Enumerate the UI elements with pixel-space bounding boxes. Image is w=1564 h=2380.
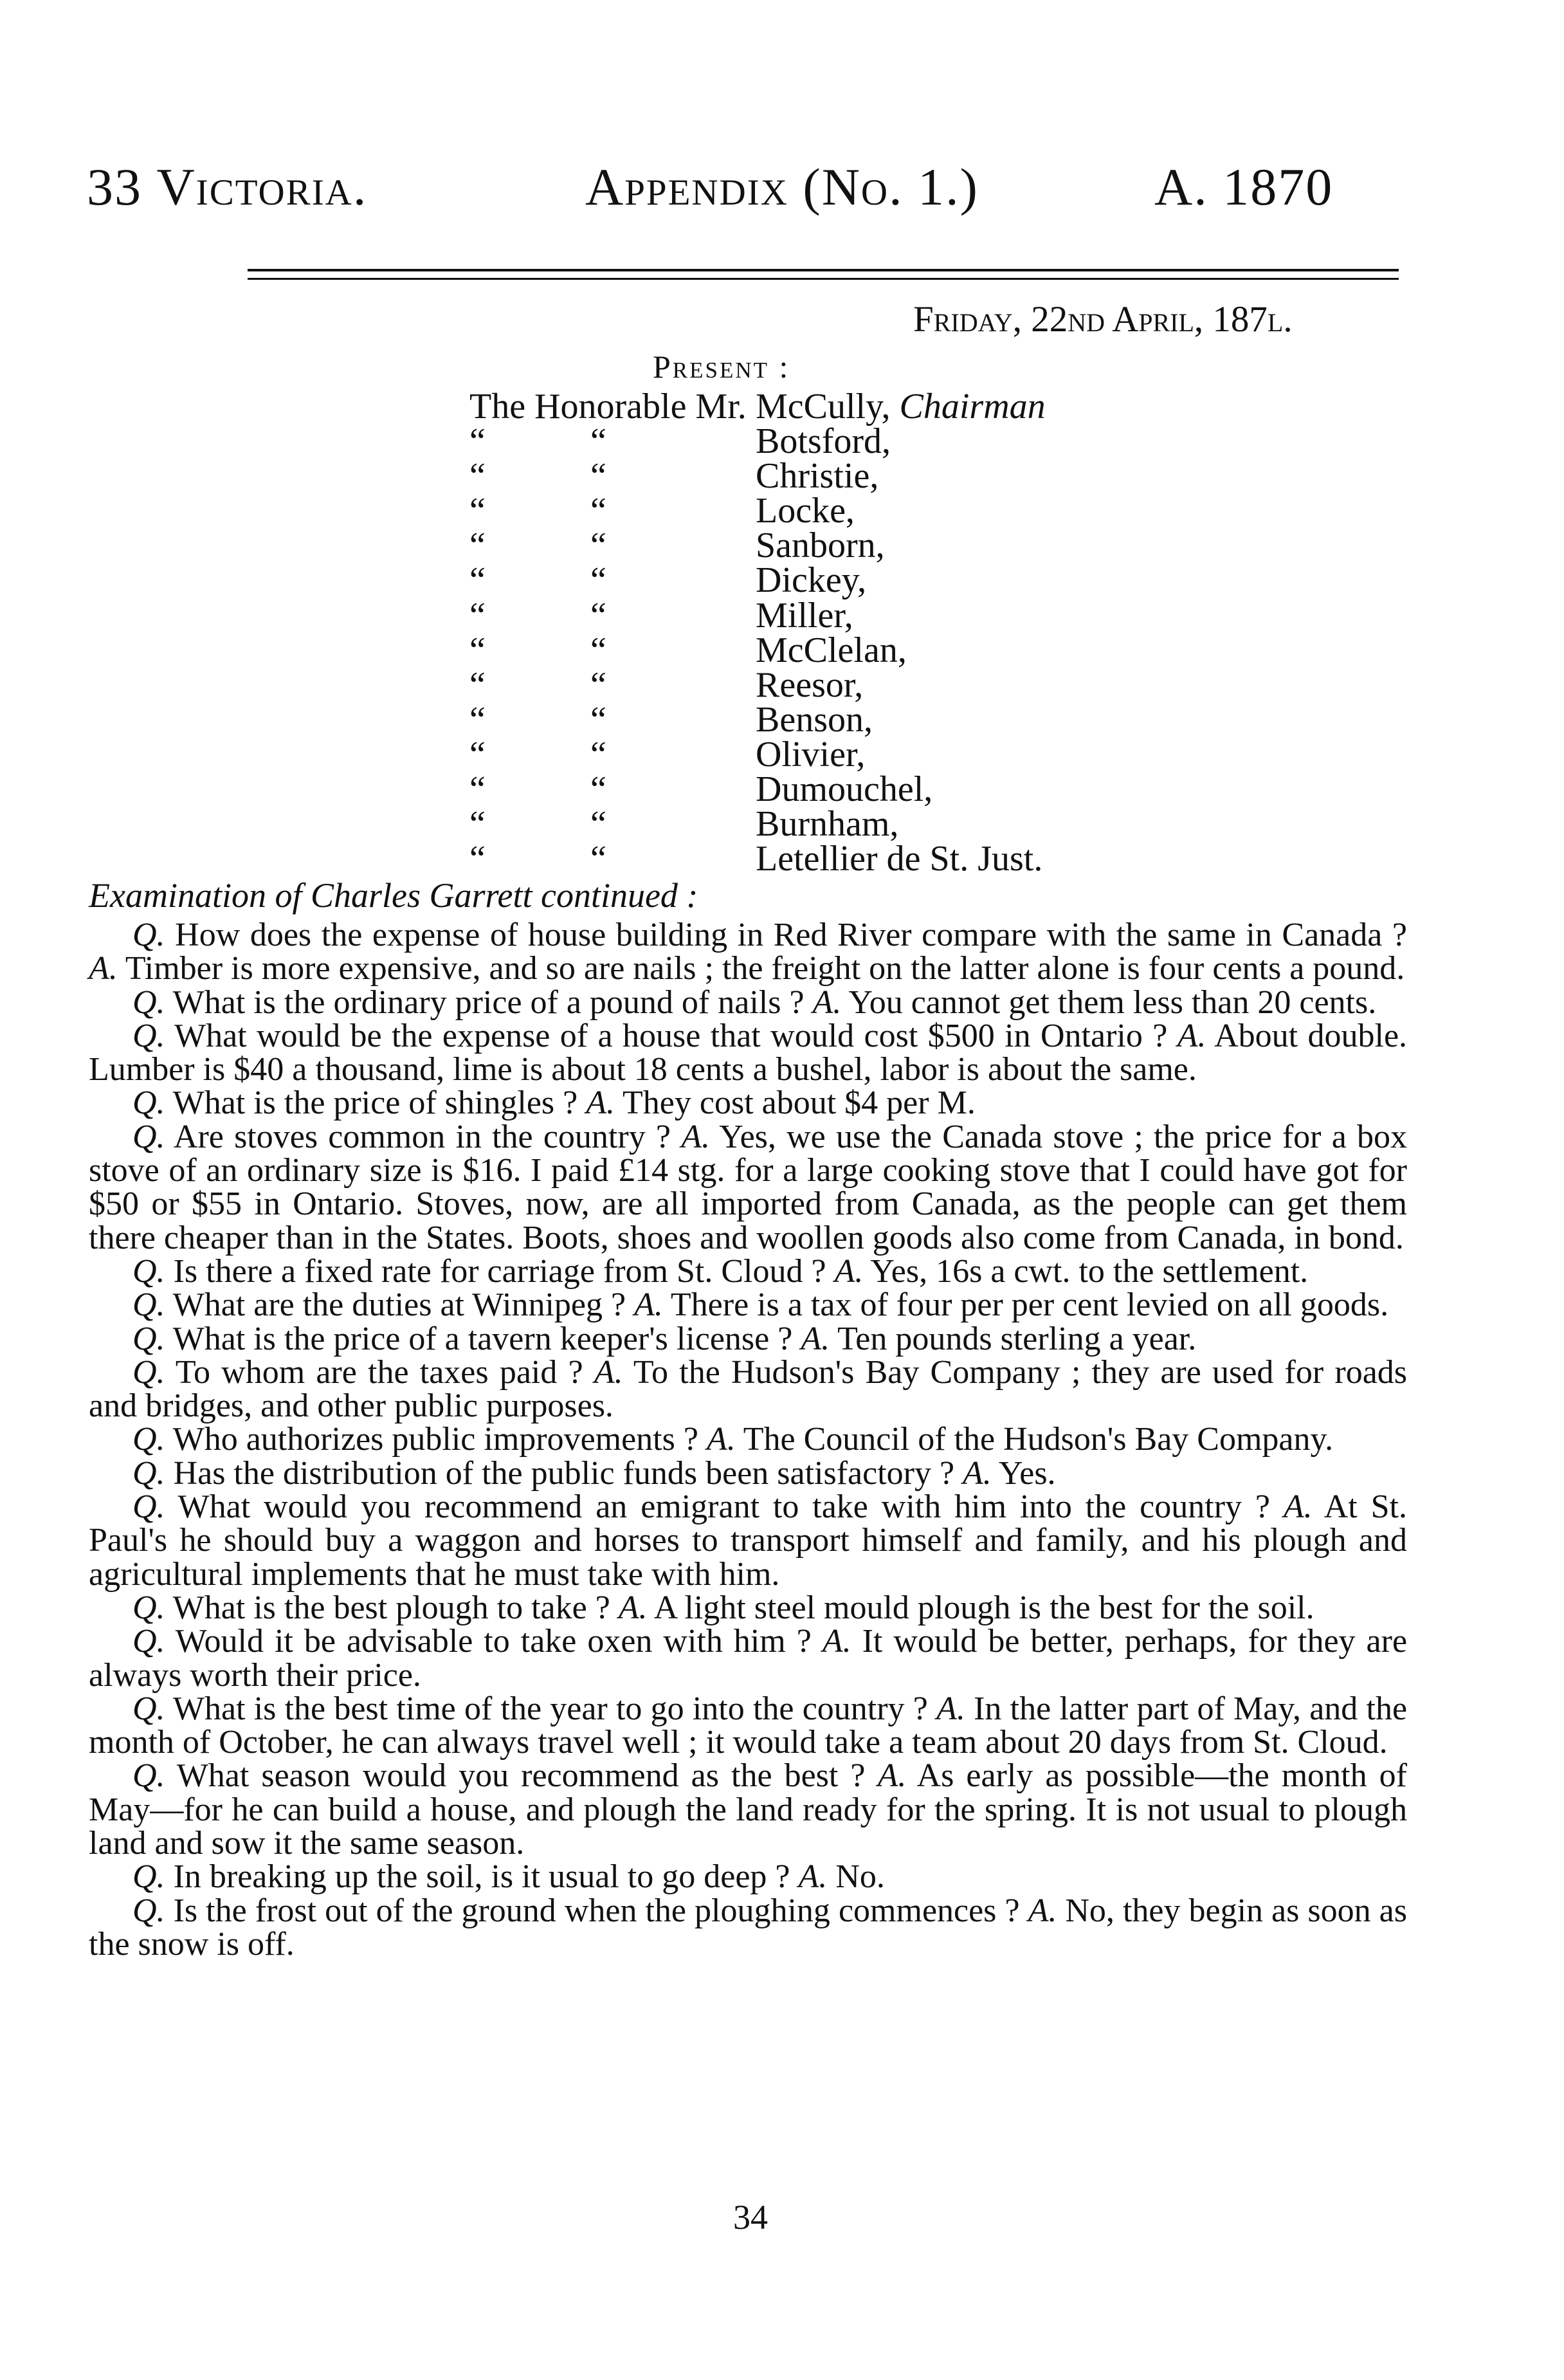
member-name — [756, 491, 855, 531]
member-name — [756, 595, 853, 636]
answer-label: A. — [706, 1421, 736, 1458]
ditto-mark: “ — [590, 526, 606, 566]
member-name-text: Dumouchel, — [756, 769, 933, 810]
question-label: Q. — [132, 1017, 165, 1054]
running-header-right: A. 1870 — [1154, 158, 1334, 216]
member-name — [756, 699, 873, 740]
qa-paragraph — [89, 1625, 1407, 1692]
question-text: What would you recommend an emigrant to take with him into the country ? — [177, 1488, 1270, 1526]
answer-label: A. — [594, 1353, 623, 1391]
member-name — [756, 389, 1046, 424]
answer-label: A. — [936, 1690, 965, 1727]
question-answer-section — [89, 919, 1407, 1961]
qa-paragraph — [89, 1860, 1407, 1894]
question-label: Q. — [132, 1623, 165, 1660]
member-name-text: Botsford, — [756, 421, 891, 462]
answer-text: At St. Paul's he should buy a waggon and horses to transport himself and family, and his plough and agricultural implements that he must take with him. — [89, 1488, 1407, 1593]
answer-label: A. — [798, 1858, 828, 1896]
question-label: Q. — [132, 1589, 165, 1626]
answer-label: A. — [1028, 1892, 1057, 1929]
answer-text: Yes, 16s a cwt. to the settlement. — [870, 1252, 1309, 1290]
member-prefix: “ — [469, 526, 486, 566]
question-text: Has the distribution of the public funds been satisfactory ? — [173, 1454, 955, 1492]
member-prefix: “ — [469, 734, 486, 774]
running-header-left — [87, 158, 368, 216]
question-label: Q. — [132, 1353, 165, 1391]
answer-text: Yes. — [998, 1454, 1056, 1492]
member-name-text: Letellier de St. Just. — [756, 839, 1043, 879]
question-text: What is the price of a tavern keeper's license ? — [172, 1320, 793, 1357]
answer-text: As early as possible—the month of May—for he can build a house, and plough the land ready for the spring. It is not usual to plough land and sow it the same season. — [89, 1757, 1407, 1862]
qa-paragraph — [89, 1423, 1407, 1456]
question-text: What would be the expense of a house that would cost $500 in Ontario ? — [174, 1017, 1168, 1054]
qa-paragraph — [89, 1591, 1407, 1625]
question-label: Q. — [132, 1320, 165, 1357]
ditto-mark: “ — [590, 769, 606, 810]
answer-label: A. — [834, 1252, 864, 1290]
session-number: 33 — [87, 158, 142, 216]
answer-text: Ten pounds sterling a year. — [837, 1320, 1197, 1357]
member-prefix: “ — [469, 421, 486, 462]
question-label: Q. — [132, 1252, 165, 1290]
ditto-mark: “ — [590, 839, 606, 879]
question-label: Q. — [132, 1892, 165, 1929]
answer-label: A. — [618, 1589, 648, 1626]
question-label: Q. — [132, 984, 165, 1021]
session-name: Victoria. — [156, 158, 368, 216]
member-name — [756, 804, 899, 845]
question-text: Is there a fixed rate for carriage from St. Cloud ? — [173, 1252, 826, 1290]
ditto-mark: “ — [590, 560, 606, 601]
member-prefix: “ — [469, 664, 486, 705]
member-prefix: “ — [469, 839, 486, 879]
ditto-mark: “ — [590, 456, 606, 497]
member-name-text: Christie, — [756, 456, 879, 497]
header-rule-top — [248, 269, 1399, 271]
question-label: Q. — [132, 1757, 165, 1795]
qa-paragraph — [89, 1692, 1407, 1760]
question-text: What are the duties at Winnipeg ? — [172, 1286, 626, 1324]
member-prefix: “ — [469, 769, 486, 810]
member-name — [756, 664, 864, 705]
qa-paragraph — [89, 1353, 1408, 1425]
member-name-text: Burnham, — [756, 804, 899, 845]
member-name-text: Olivier, — [756, 734, 866, 774]
ditto-mark: “ — [590, 664, 606, 705]
answer-label: A. — [812, 984, 842, 1021]
member-name-text: Benson, — [756, 699, 873, 740]
present-label: Present : — [653, 349, 790, 385]
answer-label: A. — [822, 1623, 851, 1660]
answer-label: A. — [963, 1454, 992, 1492]
question-text: What is the best plough to take ? — [172, 1589, 610, 1626]
qa-paragraph — [89, 1017, 1408, 1088]
ditto-mark: “ — [590, 595, 606, 636]
qa-paragraph — [89, 1118, 1407, 1256]
qa-paragraph — [89, 1320, 1407, 1357]
answer-text: You cannot get them less than 20 cents. — [848, 984, 1377, 1021]
question-label: Q. — [132, 1690, 165, 1727]
answer-text: A light steel mould plough is the best for the soil. — [653, 1589, 1314, 1626]
member-name — [756, 456, 879, 497]
answer-label: A. — [681, 1118, 710, 1155]
member-prefix: “ — [469, 804, 486, 845]
member-name-text: Dickey, — [756, 560, 867, 601]
question-text: What is the price of shingles ? — [172, 1085, 578, 1122]
member-prefix: “ — [469, 456, 486, 497]
qa-paragraph — [89, 1086, 1407, 1120]
question-text: How does the expense of house building in Red River compare with the same in Canada ? — [175, 917, 1407, 953]
member-name — [756, 734, 866, 774]
examination-title: Examination of Charles Garrett continued : — [89, 876, 698, 915]
qa-paragraph — [89, 1288, 1407, 1322]
qa-paragraph — [89, 1252, 1407, 1290]
member-prefix: “ — [469, 560, 486, 601]
answer-text: No. — [835, 1858, 885, 1896]
question-text: Are stoves common in the country ? — [173, 1118, 671, 1155]
question-text: What is the best time of the year to go into the country ? — [172, 1690, 928, 1727]
question-text: Would it be advisable to take oxen with him ? — [175, 1623, 812, 1660]
member-name — [756, 421, 891, 462]
answer-text: To the Hudson's Bay Company ; they are used for roads and bridges, and other public purposes. — [89, 1353, 1408, 1425]
member-prefix: “ — [469, 595, 486, 636]
answer-text: Yes, we use the Canada stove ; the price for a box stove of an ordinary size is $16. I paid £14 stg. for a large cooking stove that I could have got for $50 or $55 in Ontario. Stoves, now, are all imported from Canada, as the people can get them there cheaper than in the States. Boots, shoes and woollen goods also come from Canada, in bond. — [89, 1118, 1407, 1256]
qa-paragraph — [89, 1759, 1407, 1860]
qa-paragraph — [89, 1894, 1407, 1962]
member-name-text: McCully, — [756, 387, 891, 426]
question-text: Is the frost out of the ground when the ploughing commences ? — [173, 1892, 1020, 1929]
member-name-text: Reesor, — [756, 664, 864, 705]
member-name — [756, 839, 1043, 879]
answer-text: It would be better, perhaps, for they are always worth their price. — [89, 1623, 1408, 1694]
answer-text: In the latter part of May, and the month of October, he can always travel well ; it would take a team about 20 days from St. Cloud. — [89, 1690, 1408, 1761]
member-name — [756, 630, 907, 670]
member-name-text: McClelan, — [756, 630, 907, 670]
question-text: Who authorizes public improvements ? — [172, 1421, 698, 1458]
question-text: In breaking up the soil, is it usual to go deep ? — [173, 1858, 790, 1896]
answer-text: They cost about $4 per M. — [623, 1085, 976, 1122]
answer-label: A. — [89, 950, 118, 987]
question-text: What season would you recommend as the best ? — [176, 1757, 866, 1795]
ditto-mark: “ — [590, 421, 606, 462]
qa-paragraph — [89, 919, 1407, 986]
ditto-mark: “ — [590, 804, 606, 845]
answer-label: A. — [1177, 1017, 1206, 1054]
answer-label: A. — [634, 1286, 663, 1324]
answer-text: The Council of the Hudson's Bay Company. — [743, 1421, 1334, 1458]
member-name — [756, 769, 933, 810]
question-label: Q. — [132, 1421, 165, 1458]
member-prefix: The Honorable Mr. — [469, 387, 747, 426]
qa-paragraph — [89, 1490, 1407, 1591]
answer-text: About double. Lumber is $40 a thousand, lime is about 18 cents a bushel, labor is about the same. — [89, 1017, 1408, 1088]
answer-label: A. — [877, 1757, 907, 1795]
ditto-mark: “ — [590, 630, 606, 670]
running-header-center: Appendix (No. 1.) — [585, 158, 979, 216]
member-prefix: “ — [469, 491, 486, 531]
member-name-text: Miller, — [756, 595, 853, 636]
question-text: What is the ordinary price of a pound of nails ? — [172, 984, 805, 1021]
member-role: Chairman — [899, 387, 1046, 426]
answer-text: There is a tax of four per per cent levied on all goods. — [670, 1286, 1389, 1324]
answer-text: No, they begin as soon as the snow is off. — [89, 1892, 1407, 1963]
question-label: Q. — [132, 1858, 165, 1896]
answer-label: A. — [1283, 1488, 1313, 1526]
member-name — [756, 526, 885, 566]
question-text: To whom are the taxes paid ? — [175, 1353, 583, 1391]
member-prefix: “ — [469, 630, 486, 670]
question-label: Q. — [132, 1454, 165, 1492]
ditto-mark: “ — [590, 734, 606, 774]
member-name — [756, 560, 867, 601]
qa-paragraph — [89, 1454, 1407, 1492]
member-prefix: “ — [469, 699, 486, 740]
question-label: Q. — [132, 1118, 165, 1155]
question-label: Q. — [132, 1085, 165, 1122]
page-number: 34 — [733, 2198, 768, 2237]
ditto-mark: “ — [590, 699, 606, 740]
member-name-text: Locke, — [756, 491, 855, 531]
ditto-mark: “ — [590, 491, 606, 531]
answer-label: A. — [586, 1085, 615, 1122]
meeting-date: Friday, 22nd April, 187l. — [913, 299, 1293, 340]
question-label: Q. — [132, 1488, 165, 1526]
answer-text: Timber is more expensive, and so are nails ; the freight on the latter alone is four cents a pound. — [125, 950, 1405, 987]
question-label: Q. — [132, 1286, 165, 1324]
question-label: Q. — [132, 917, 165, 953]
qa-paragraph — [89, 986, 1407, 1020]
member-name-text: Sanborn, — [756, 526, 885, 566]
header-rule-bottom — [248, 278, 1399, 280]
answer-label: A. — [801, 1320, 830, 1357]
